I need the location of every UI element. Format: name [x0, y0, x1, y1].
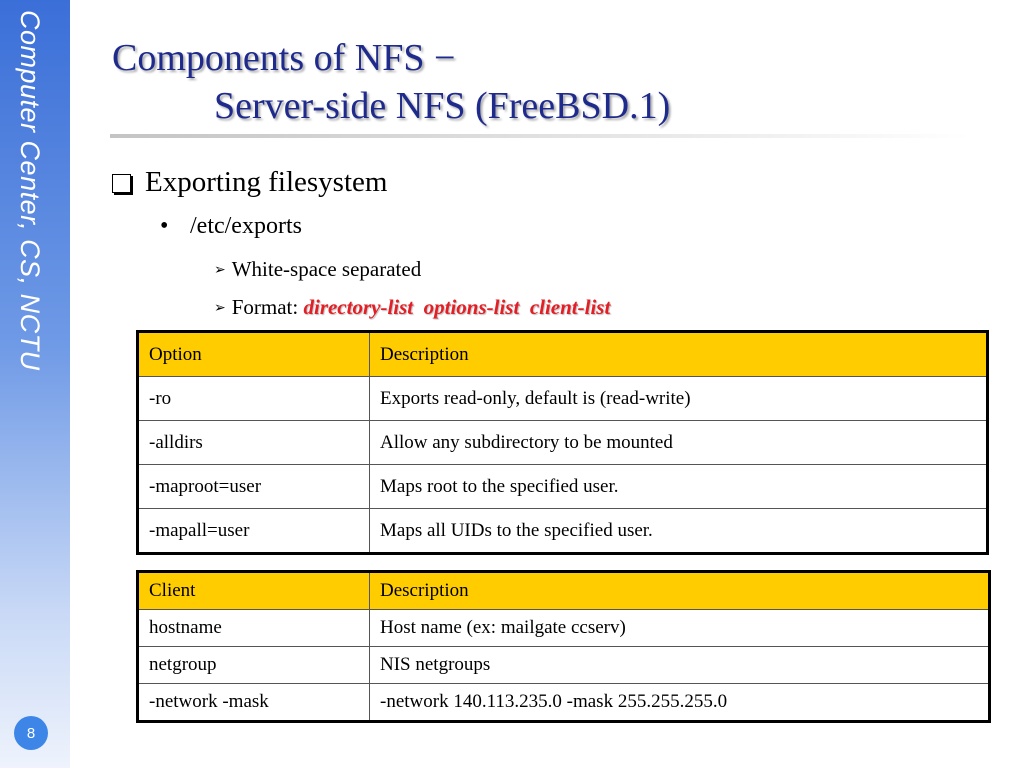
slide-title [112, 34, 992, 130]
table-cell: -maproot=user [138, 465, 370, 509]
table-header-row [138, 332, 988, 377]
options-table [136, 330, 989, 555]
table-row [138, 509, 988, 554]
table-cell: -mapall=user [138, 509, 370, 554]
table-header-cell: Description [370, 332, 988, 377]
bullet-level-1-text: Exporting filesystem [145, 166, 388, 198]
table-cell: Maps root to the specified user. [370, 465, 988, 509]
table-row [138, 421, 988, 465]
bullet-level-2-text: /etc/exports [190, 213, 302, 239]
table-cell: hostname [138, 610, 370, 647]
table-cell: Allow any subdirectory to be mounted [370, 421, 988, 465]
table-cell: -network 140.113.235.0 -mask 255.255.255.0 [370, 684, 990, 722]
table-cell: Host name (ex: mailgate ccserv) [370, 610, 990, 647]
client-table [136, 570, 991, 723]
format-highlight: directory-list options-list client-list [303, 295, 611, 319]
bullet-level-3-text: White-space separated [231, 257, 422, 281]
table-row [138, 610, 990, 647]
table-row [138, 377, 988, 421]
page-number-badge: 8 [14, 716, 48, 750]
table-cell: netgroup [138, 647, 370, 684]
table-row [138, 647, 990, 684]
table-row [138, 684, 990, 722]
sidebar-text: Computer Center, CS, NCTU [15, 10, 45, 371]
table-header-row [138, 572, 990, 610]
arrow-bullet-icon: ➢ [214, 300, 226, 316]
table-cell: -alldirs [138, 421, 370, 465]
checkbox-bullet-icon [112, 174, 131, 193]
bullet-level-1 [112, 166, 387, 199]
table-cell: -network -mask [138, 684, 370, 722]
table-cell: NIS netgroups [370, 647, 990, 684]
arrow-bullet-icon: ➢ [214, 262, 226, 278]
table-cell: Maps all UIDs to the specified user. [370, 509, 988, 554]
title-underline [110, 134, 970, 138]
bullet-level-3-whitespace [214, 257, 421, 282]
format-label: Format: [231, 295, 304, 319]
table-header-cell: Description [370, 572, 990, 610]
sidebar-band [0, 0, 70, 768]
bullet-level-3-format [214, 295, 610, 320]
dot-bullet-icon: • [160, 213, 169, 239]
table-header-cell: Option [138, 332, 370, 377]
table-cell: -ro [138, 377, 370, 421]
bullet-level-2 [160, 213, 302, 240]
table-row [138, 465, 988, 509]
table-cell: Exports read-only, default is (read-write) [370, 377, 988, 421]
title-line-2: Server-side NFS (FreeBSD.1) [214, 85, 671, 127]
table-header-cell: Client [138, 572, 370, 610]
title-line-1: Components of NFS − [112, 37, 456, 79]
